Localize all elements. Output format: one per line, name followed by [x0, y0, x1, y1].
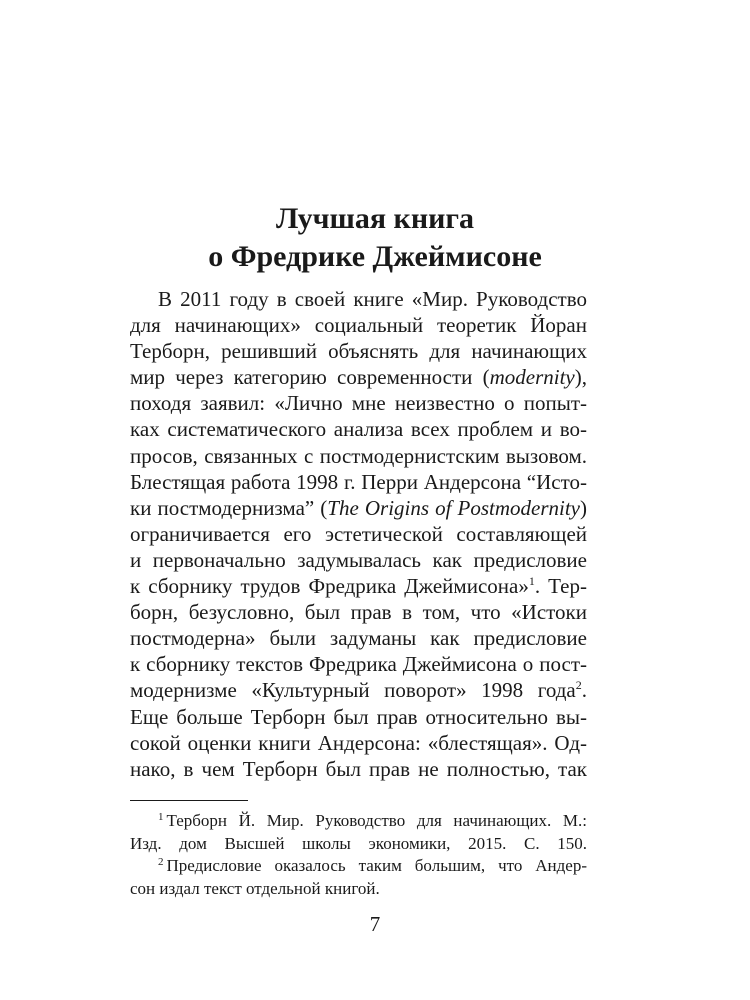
text-line: и первоначально задумывалась как предисловие	[130, 547, 587, 572]
italic-title: The Origins of Postmodernity	[327, 495, 580, 520]
text-line: ках систематического анализа всех проблем и во-	[130, 417, 587, 442]
footnote-divider	[130, 800, 248, 801]
footnote-reference-2[interactable]: 2	[575, 678, 582, 693]
text-segment: ),	[574, 365, 587, 390]
text-segment: .	[581, 678, 587, 703]
text-line: постмодерна» были задуманы как предисловие	[130, 626, 587, 651]
text-segment: )	[580, 495, 587, 520]
text-segment: модернизме «Культурный поворот» 1998 года	[130, 678, 576, 703]
text-line: Терборн, решивший объяснять для начинающих	[130, 339, 587, 364]
text-line: к сборнику текстов Фредрика Джеймисона о пост-	[130, 652, 587, 677]
text-line: нако, в чем Терборн был прав не полностью, так	[130, 756, 587, 781]
italic-term: modernity	[489, 365, 575, 390]
text-line: Блестящая работа 1998 г. Перри Андерсона “Исто-	[130, 469, 587, 494]
text-segment: к сборнику трудов Фредрика Джеймисона»	[130, 574, 529, 599]
footnote-1-line	[130, 810, 587, 833]
chapter-title	[0, 200, 750, 276]
text-line: Еще больше Терборн был прав относительно вы-	[130, 704, 587, 729]
footnote-2-marker: 2	[158, 856, 164, 868]
footnote-2-line	[130, 855, 587, 878]
text-line: сокой оценки книги Андерсона: «блестящая». Од-	[130, 730, 587, 755]
text-line	[130, 364, 587, 390]
text-line	[130, 677, 587, 703]
page-number: 7	[369, 912, 381, 936]
text-line: походя заявил: «Лично мне неизвестно о попыт-	[130, 391, 587, 416]
text-line: В 2011 году в своей книге «Мир. Руководство	[158, 287, 587, 311]
footnotes	[130, 810, 587, 900]
text-line: ограничивается его эстетической составляющей	[130, 521, 587, 546]
footnote-2-text: Предисловие оказалось таким большим, что Андер-	[166, 856, 587, 875]
chapter-title-line-1: Лучшая книга	[275, 202, 475, 235]
text-segment: мир через категорию современности (	[130, 365, 490, 390]
footnote-1-text: Терборн Й. Мир. Руководство для начинающих. М.:	[166, 811, 587, 830]
footnote-1-marker: 1	[158, 811, 164, 823]
text-line	[130, 573, 587, 599]
text-line: для начинающих» социальный теоретик Йоран	[130, 313, 587, 338]
footnote-2-line: сон издал текст отдельной книгой.	[130, 878, 380, 898]
text-line	[130, 495, 587, 521]
chapter-title-line-2: о Фредрике Джеймисоне	[208, 240, 542, 273]
text-line: просов, связанных с постмодернистским вызовом.	[130, 443, 587, 468]
text-segment: . Тер-	[534, 574, 588, 599]
footnote-1-line: Изд. дом Высшей школы экономики, 2015. С. 150.	[130, 833, 587, 853]
text-segment: ки постмодернизма” (	[130, 495, 328, 520]
footnote-reference-1[interactable]: 1	[528, 574, 535, 589]
text-line: борн, безусловно, был прав в том, что «Истоки	[130, 600, 587, 625]
body-paragraph	[130, 286, 587, 782]
